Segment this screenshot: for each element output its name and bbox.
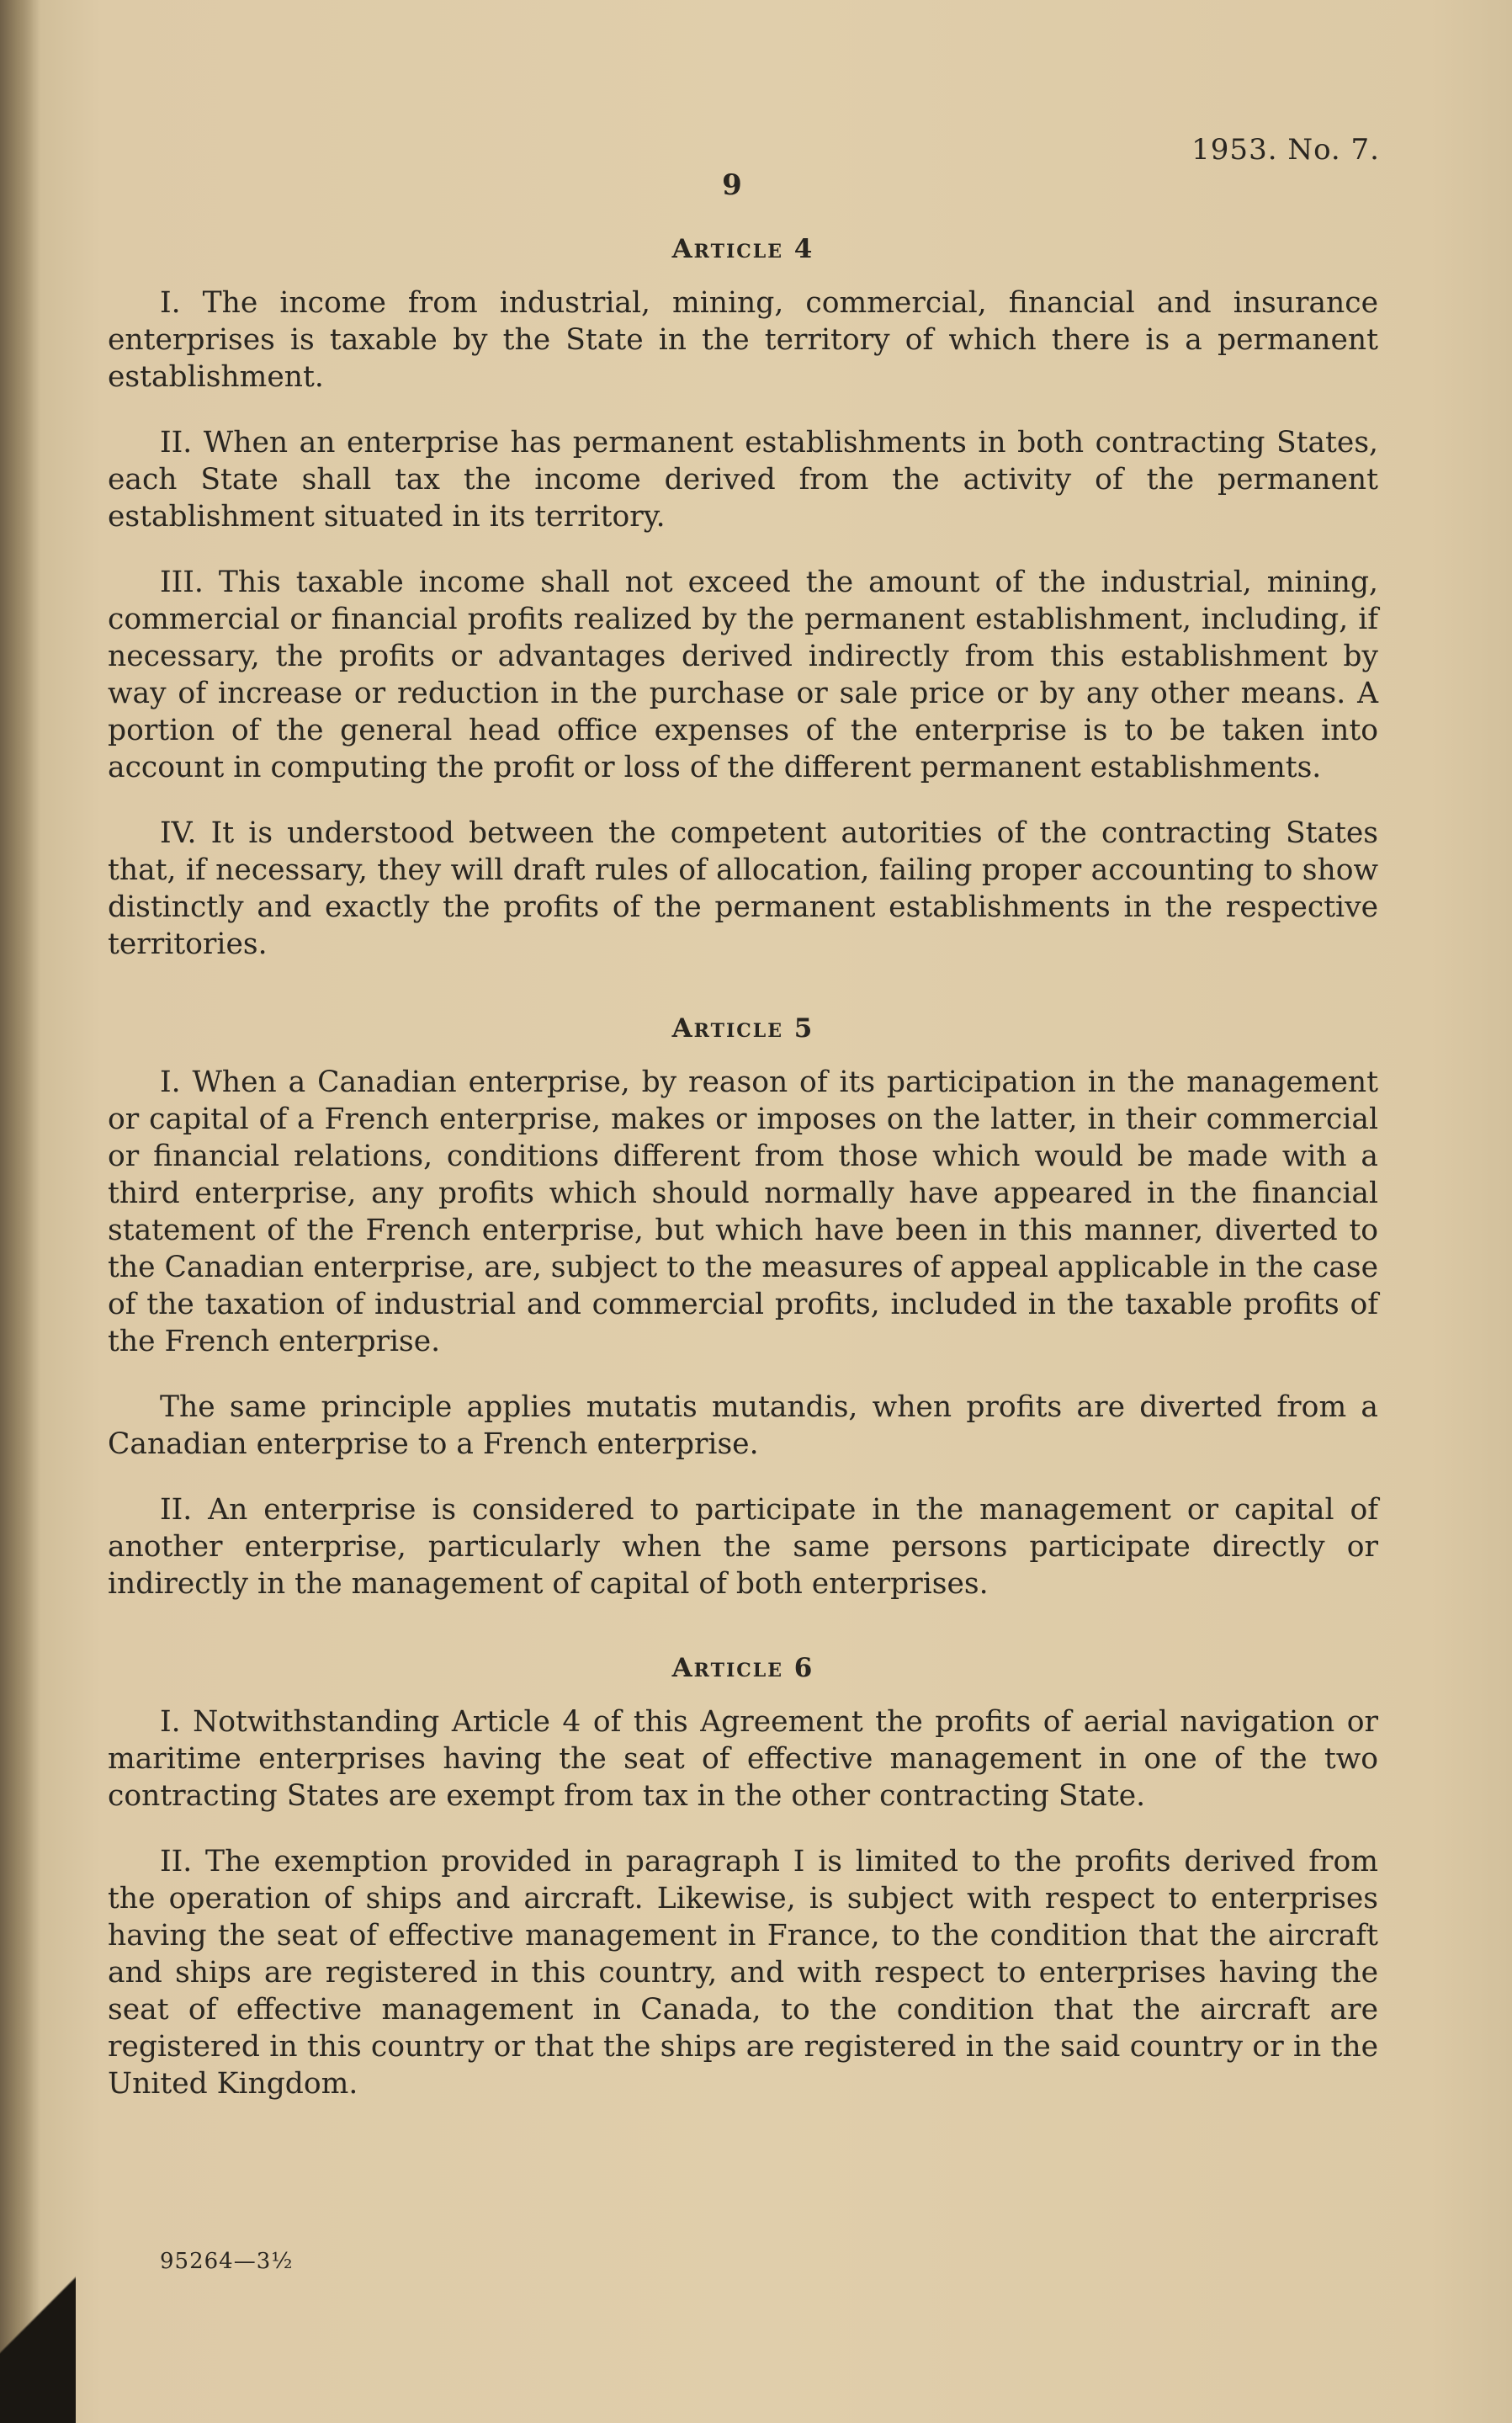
article-6 [108, 1653, 1378, 2102]
page-body [108, 234, 1378, 2102]
article-4-paragraph-3: III. This taxable income shall not exceed the amount of the industrial, mining, commercial or financial profits realized by the permanent establishment, including, if necessary, the profits or advantages derived indirectly from this establishment by way of increase or reduction in the purchase or sale price or by any other means. A portion of the general head office expenses of the enterprise is to be taken into account in computing the profit or loss of the different permanent establishments. [108, 566, 1378, 784]
page-corner-shadow [0, 2204, 76, 2423]
article-6-paragraph-2: II. The exemption provided in paragraph I is limited to the profits derived from the operation of ships and aircraft. Likewise, is subject with respect to enterprises having the seat of effective management in France, to the condition that the aircraft and ships are registered in this country, and with respect to enterprises having the seat of effective management in Canada, to the condition that the aircraft are registered in this country or that the ships are registered in the said country or in the United Kingdom. [108, 1845, 1378, 2101]
article-5-paragraph-1: I. When a Canadian enterprise, by reason of its participation in the management or capital of a French enterprise, makes or imposes on the latter, in their commercial or financial relations, conditions different from those which would be made with a third enterprise, any profits which should normally have appeared in the financial statement of the French enterprise, but which have been in this manner, diverted to the Canadian enterprise, are, subject to the measures of appeal applicable in the case of the taxation of industrial and commercial profits, included in the taxable profits of the French enterprise. [108, 1065, 1378, 1358]
book-spine-shadow [0, 0, 40, 2423]
print-code: 95264—3½ [160, 2249, 294, 2274]
article-4 [108, 234, 1378, 963]
article-4-paragraph-2: II. When an enterprise has permanent establishments in both contracting States, each State shall tax the income derived from the activity of the permanent establishment situated in its territory. [108, 426, 1378, 534]
year-and-number: 1953. No. 7. [1191, 133, 1380, 167]
article-heading: Article 4 [671, 234, 814, 264]
article-4-paragraph-1: I. The income from industrial, mining, commercial, financial and insurance enterprises is taxable by the State in the territory of which there is a permanent establishment. [108, 286, 1378, 394]
article-heading: Article 6 [671, 1653, 814, 1683]
page-number: 9 [722, 168, 742, 202]
article-heading: Article 5 [671, 1013, 814, 1044]
article-5-paragraph-2: The same principle applies mutatis mutandis, when profits are diverted from a Canadian enterprise to a French enterprise. [108, 1390, 1378, 1461]
article-6-paragraph-1: I. Notwithstanding Article 4 of this Agreement the profits of aerial navigation or maritime enterprises having the seat of effective management in one of the two contracting States are exempt from tax in the other contracting State. [108, 1705, 1378, 1813]
article-5-paragraph-3: II. An enterprise is considered to participate in the management or capital of another enterprise, particularly when the same persons participate directly or indirectly in the management of capital of both enterprises. [108, 1493, 1378, 1601]
article-4-paragraph-4: IV. It is understood between the competent autorities of the contracting States that, if necessary, they will draft rules of allocation, failing proper accounting to show distinctly and exactly the profits of the permanent establishments in the respective territories. [108, 816, 1378, 961]
article-5 [108, 1013, 1378, 1602]
